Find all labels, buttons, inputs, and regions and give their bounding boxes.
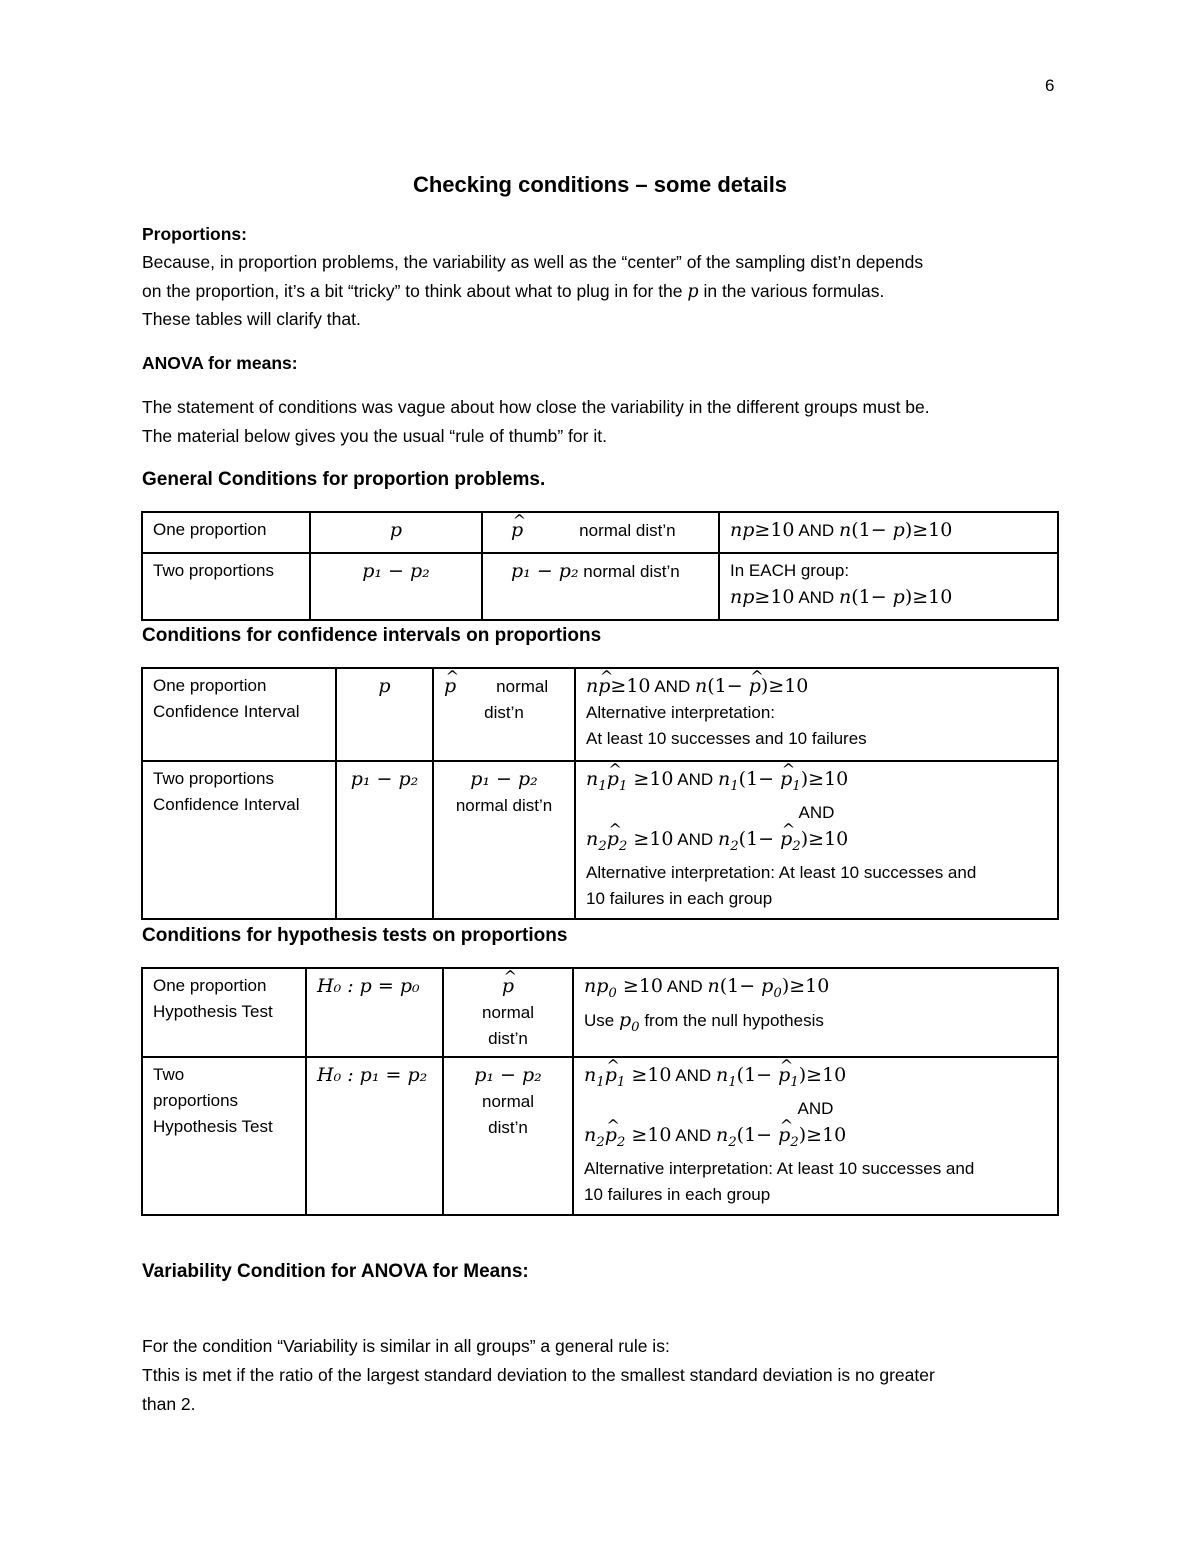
ci-heading: Conditions for confidence intervals on proportions <box>142 625 602 646</box>
general-heading: General Conditions for proportion problems. <box>142 469 546 490</box>
anova-heading: ANOVA for means: <box>142 353 298 373</box>
parameter-cell: H₀ : p = p₀ <box>306 968 443 1057</box>
row-label: Two proportions Hypothesis Test <box>142 1057 306 1215</box>
statistic-cell: ^ p normal dist’n <box>443 968 573 1057</box>
row-label: Two proportions Confidence Interval <box>142 761 336 919</box>
row-label: Two proportions <box>142 553 310 620</box>
parameter-cell: p₁ − p₂ <box>310 553 482 620</box>
page-number: 6 <box>1045 76 1055 95</box>
proportions-line-2: on the proportion, it’s a bit “tricky” to think about what to plug in for the p in the various formulas. <box>142 281 885 302</box>
parameter-cell: p <box>310 512 482 553</box>
table-row <box>142 1057 1058 1215</box>
anova-line-2: The material below gives you the usual “rule of thumb” for it. <box>142 426 607 446</box>
condition-cell: n^ p≥10 AND n(1− ^ p)≥10 Alternative interpretation: At least 10 successes and 10 failures <box>575 668 1058 761</box>
proportions-line-3: These tables will clarify that. <box>142 309 361 329</box>
statistic-cell: ^ p normal dist’n <box>433 668 575 761</box>
general-conditions-table <box>141 511 1059 621</box>
condition-cell: $n_1\^{}$ $p_1 \ge 10$ AND $n_1(1-$ ^ $p_1)\ge 10$ AND $n_2\^{}$ $p_2 \ge 10$ AND $n_2(1-$ ^ $p_2)\ge 10$ Alternative interpretation: At least 10 successes and 10 failures in each group <box>575 761 1058 919</box>
row-label: One proportion Confidence Interval <box>142 668 336 761</box>
statistic-cell: p₁ − p₂ normal dist’n <box>443 1057 573 1215</box>
statistic-cell: p₁ − p₂ normal dist’n <box>482 553 719 620</box>
row-label: One proportion <box>142 512 310 553</box>
condition-cell: $n_1\^{}$ $p_1 \ge 10$ AND $n_1(1-$ ^ $p_1)\ge 10$ AND $n_2\^{}$ $p_2 \ge 10$ AND $n_2(1-$ ^ $p_2)\ge 10$ Alternative interpretation: At least 10 successes and 10 failures in each group <box>573 1057 1058 1215</box>
row-label: One proportion Hypothesis Test <box>142 968 306 1057</box>
table-row <box>142 553 1058 620</box>
parameter-cell: p₁ − p₂ <box>336 761 433 919</box>
parameter-cell: p <box>336 668 433 761</box>
variability-heading: Variability Condition for ANOVA for Means: <box>142 1261 529 1282</box>
anova-line-1: The statement of conditions was vague about how close the variability in the different groups must be. <box>142 397 930 417</box>
condition-cell: $np_0 \ge 10$ AND $n(1- p_0)\ge 10$ Use $p_0$ from the null hypothesis <box>573 968 1058 1057</box>
condition-cell: np≥10 AND n(1− p)≥10 <box>719 512 1058 553</box>
ht-conditions-table <box>141 967 1059 1216</box>
ht-heading: Conditions for hypothesis tests on proportions <box>142 925 568 946</box>
table-row <box>142 761 1058 919</box>
table-row <box>142 668 1058 761</box>
ci-conditions-table <box>141 667 1059 920</box>
parameter-cell: H₀ : p₁ = p₂ <box>306 1057 443 1215</box>
table-row <box>142 968 1058 1057</box>
variability-line-3: than 2. <box>142 1394 196 1414</box>
statistic-cell: p₁ − p₂ normal dist’n <box>433 761 575 919</box>
proportions-line-1: Because, in proportion problems, the variability as well as the “center” of the sampling dist’n depends <box>142 252 924 272</box>
variability-line-2: Tthis is met if the ratio of the largest standard deviation to the smallest standard deviation is no greater <box>142 1365 935 1385</box>
proportions-heading: Proportions: <box>142 224 247 244</box>
variability-line-1: For the condition “Variability is similar in all groups” a general rule is: <box>142 1336 670 1356</box>
statistic-cell: ^ p normal dist’n <box>482 512 719 553</box>
condition-cell: In EACH group: np≥10 AND n(1− p)≥10 <box>719 553 1058 620</box>
page-title: Checking conditions – some details <box>412 172 788 197</box>
table-row <box>142 512 1058 553</box>
